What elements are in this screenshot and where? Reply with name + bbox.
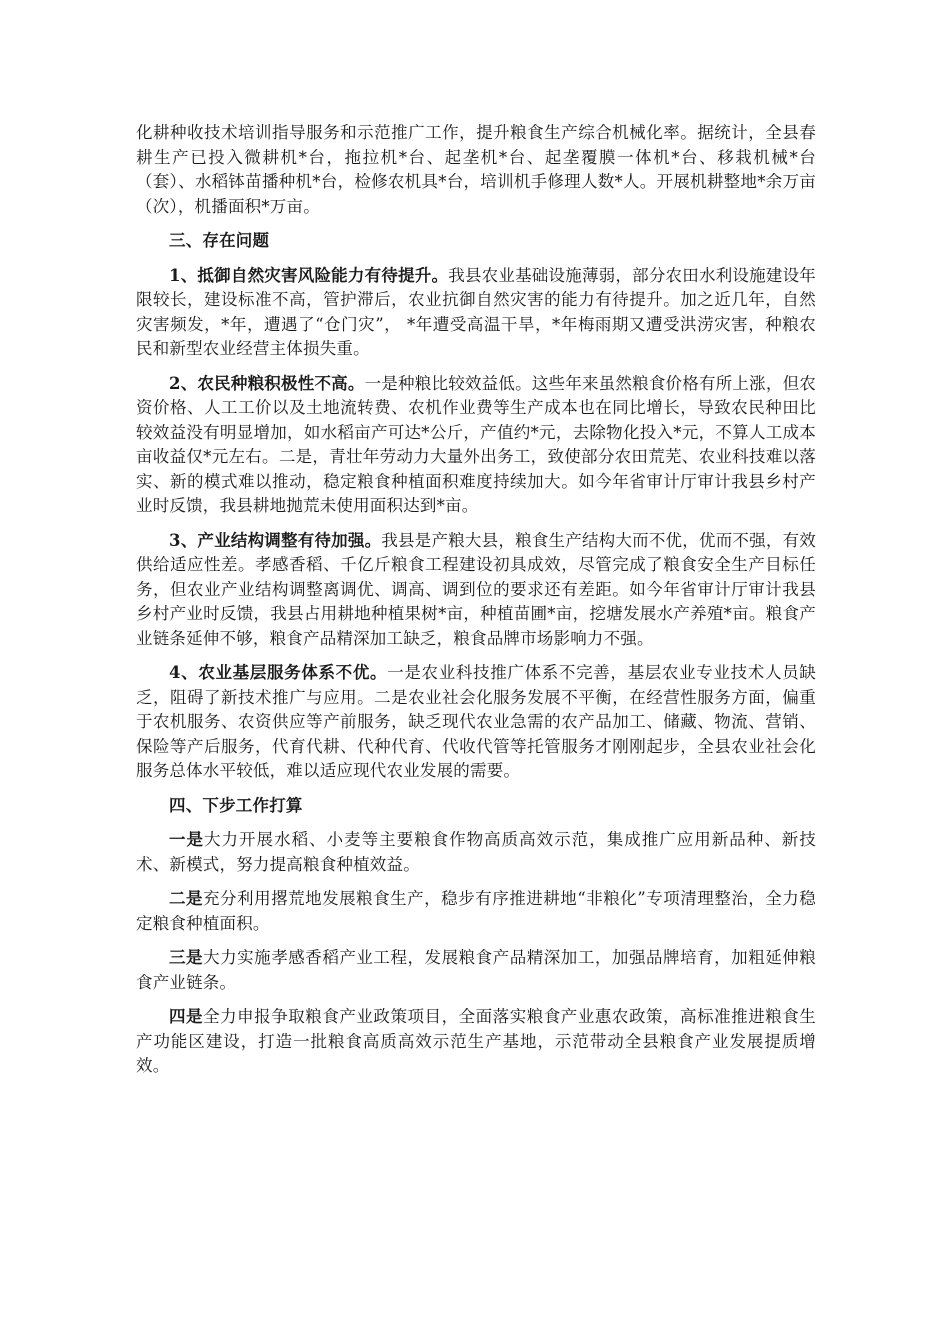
problem-item-text: 一是种粮比较效益低。这些年来虽然粮食价格有所上涨，但农资价格、人工工价以及土地流转费、农机作业费等生产成本也在同比增长，导致农民种田比较效益没有明显增加，如水稻亩产可达*公斤，产值约*元，去除物化投入*元，不算人工成本亩收益仅*元左右。二是，青壮年劳动力大量外出务工，致使部分农田荒芜、农业科技难以落实、新的模式难以推动，稳定粮食种植面积难度持续加大。如今年省审计厅审计我县乡村产业时反馈，我县耕地抛荒未使用面积达到*亩。 (136, 373, 816, 515)
problem-item-1 (136, 264, 816, 362)
plan-item-2 (136, 887, 816, 936)
problem-item-lead: 2、农民种粮积极性不高。 (169, 373, 365, 393)
plan-item-text: 大力开展水稻、小麦等主要粮食作物高质高效示范，集成推广应用新品种、新技术、新模式，努力提高粮食种植效益。 (136, 830, 817, 874)
plan-item-text: 充分利用撂荒地发展粮食生产，稳步有序推进耕地“非粮化”专项清理整治，全力稳定粮食种植面积。 (136, 889, 816, 933)
problem-item-text: 我县是产粮大县，粮食生产结构大而不优，优而不强，有效供给适应性差。孝感香稻、千亿斤粮食工程建设初具成效，尽管完成了粮食安全生产目标任务，但农业产业结构调整离调优、调高、调到位的要求还有差距。如今年省审计厅审计我县乡村产业时反馈，我县占用耕地种植果树*亩，种植苗圃*亩，挖塘发展水产养殖*亩。粮食产业链条延伸不够，粮食产品精深加工缺乏，粮食品牌市场影响力不强。 (136, 530, 816, 648)
plan-item-text: 大力实施孝感香稻产业工程，发展粮食产品精深加工，加强品牌培育，加粗延伸粮食产业链条。 (136, 948, 816, 992)
plan-item-4 (136, 1005, 816, 1079)
problem-item-text: 我县农业基础设施薄弱，部分农田水利设施建设年限较长，建设标准不高，管护滞后，农业抗御自然灾害的能力有待提升。加之近几年，自然灾害频发，*年，遭遇了“仓门灾”， *年遭受高温干旱，*年梅雨期又遭受洪涝灾害，种粮农民和新型农业经营主体损失重。 (136, 265, 816, 358)
plan-item-text: 全力申报争取粮食产业政策项目，全面落实粮食产业惠农政策，高标准推进粮食生产功能区建设，打造一批粮食高质高效示范生产基地，示范带动全县粮食产业发展提质增效。 (136, 1007, 816, 1075)
problem-item-3 (136, 529, 816, 652)
problem-item-lead: 1、抵御自然灾害风险能力有待提升。 (169, 265, 449, 285)
problem-item-lead: 3、产业结构调整有待加强。 (169, 530, 382, 550)
intro-paragraph: 化耕种收技术培训指导服务和示范推广工作，提升粮食生产综合机械化率。据统计，全县春耕生产已投入微耕机*台，拖拉机*台、起垄机*台、起垄覆膜一体机*台、移栽机械*台（套）、水稻钵苗播种机*台，检修农机具*台，培训机手修理人数*人。开展机耕整地*余万亩（次），机播面积*万亩。 (136, 123, 816, 216)
plan-item-lead: 四是 (169, 1007, 204, 1026)
problem-item-text: 一是农业科技推广体系不完善，基层农业专业技术人员缺乏，阻碍了新技术推广与应用。二是农业社会化服务发展不平衡，在经营性服务方面，偏重于农机服务、农资供应等产前服务，缺乏现代农业急需的农产品加工、储藏、物流、营销、保险等产后服务，代育代耕、代种代育、代收代管等托管服务才刚刚起步，全县农业社会化服务总体水平较低，难以适应现代农业发展的需要。 (136, 663, 816, 780)
problem-item-4 (136, 661, 816, 784)
plan-item-3 (136, 946, 816, 995)
plan-item-lead: 三是 (169, 948, 204, 967)
document-page (136, 121, 816, 1089)
problem-item-2 (136, 372, 816, 519)
plan-item-lead: 二是 (169, 889, 204, 908)
problem-item-lead: 4、农业基层服务体系不优。 (169, 663, 388, 682)
plan-item-1 (136, 828, 816, 877)
section-heading-problems: 三、存在问题 (169, 231, 270, 250)
plan-item-lead: 一是 (169, 830, 205, 849)
section-heading-next-steps: 四、下步工作打算 (169, 795, 303, 815)
